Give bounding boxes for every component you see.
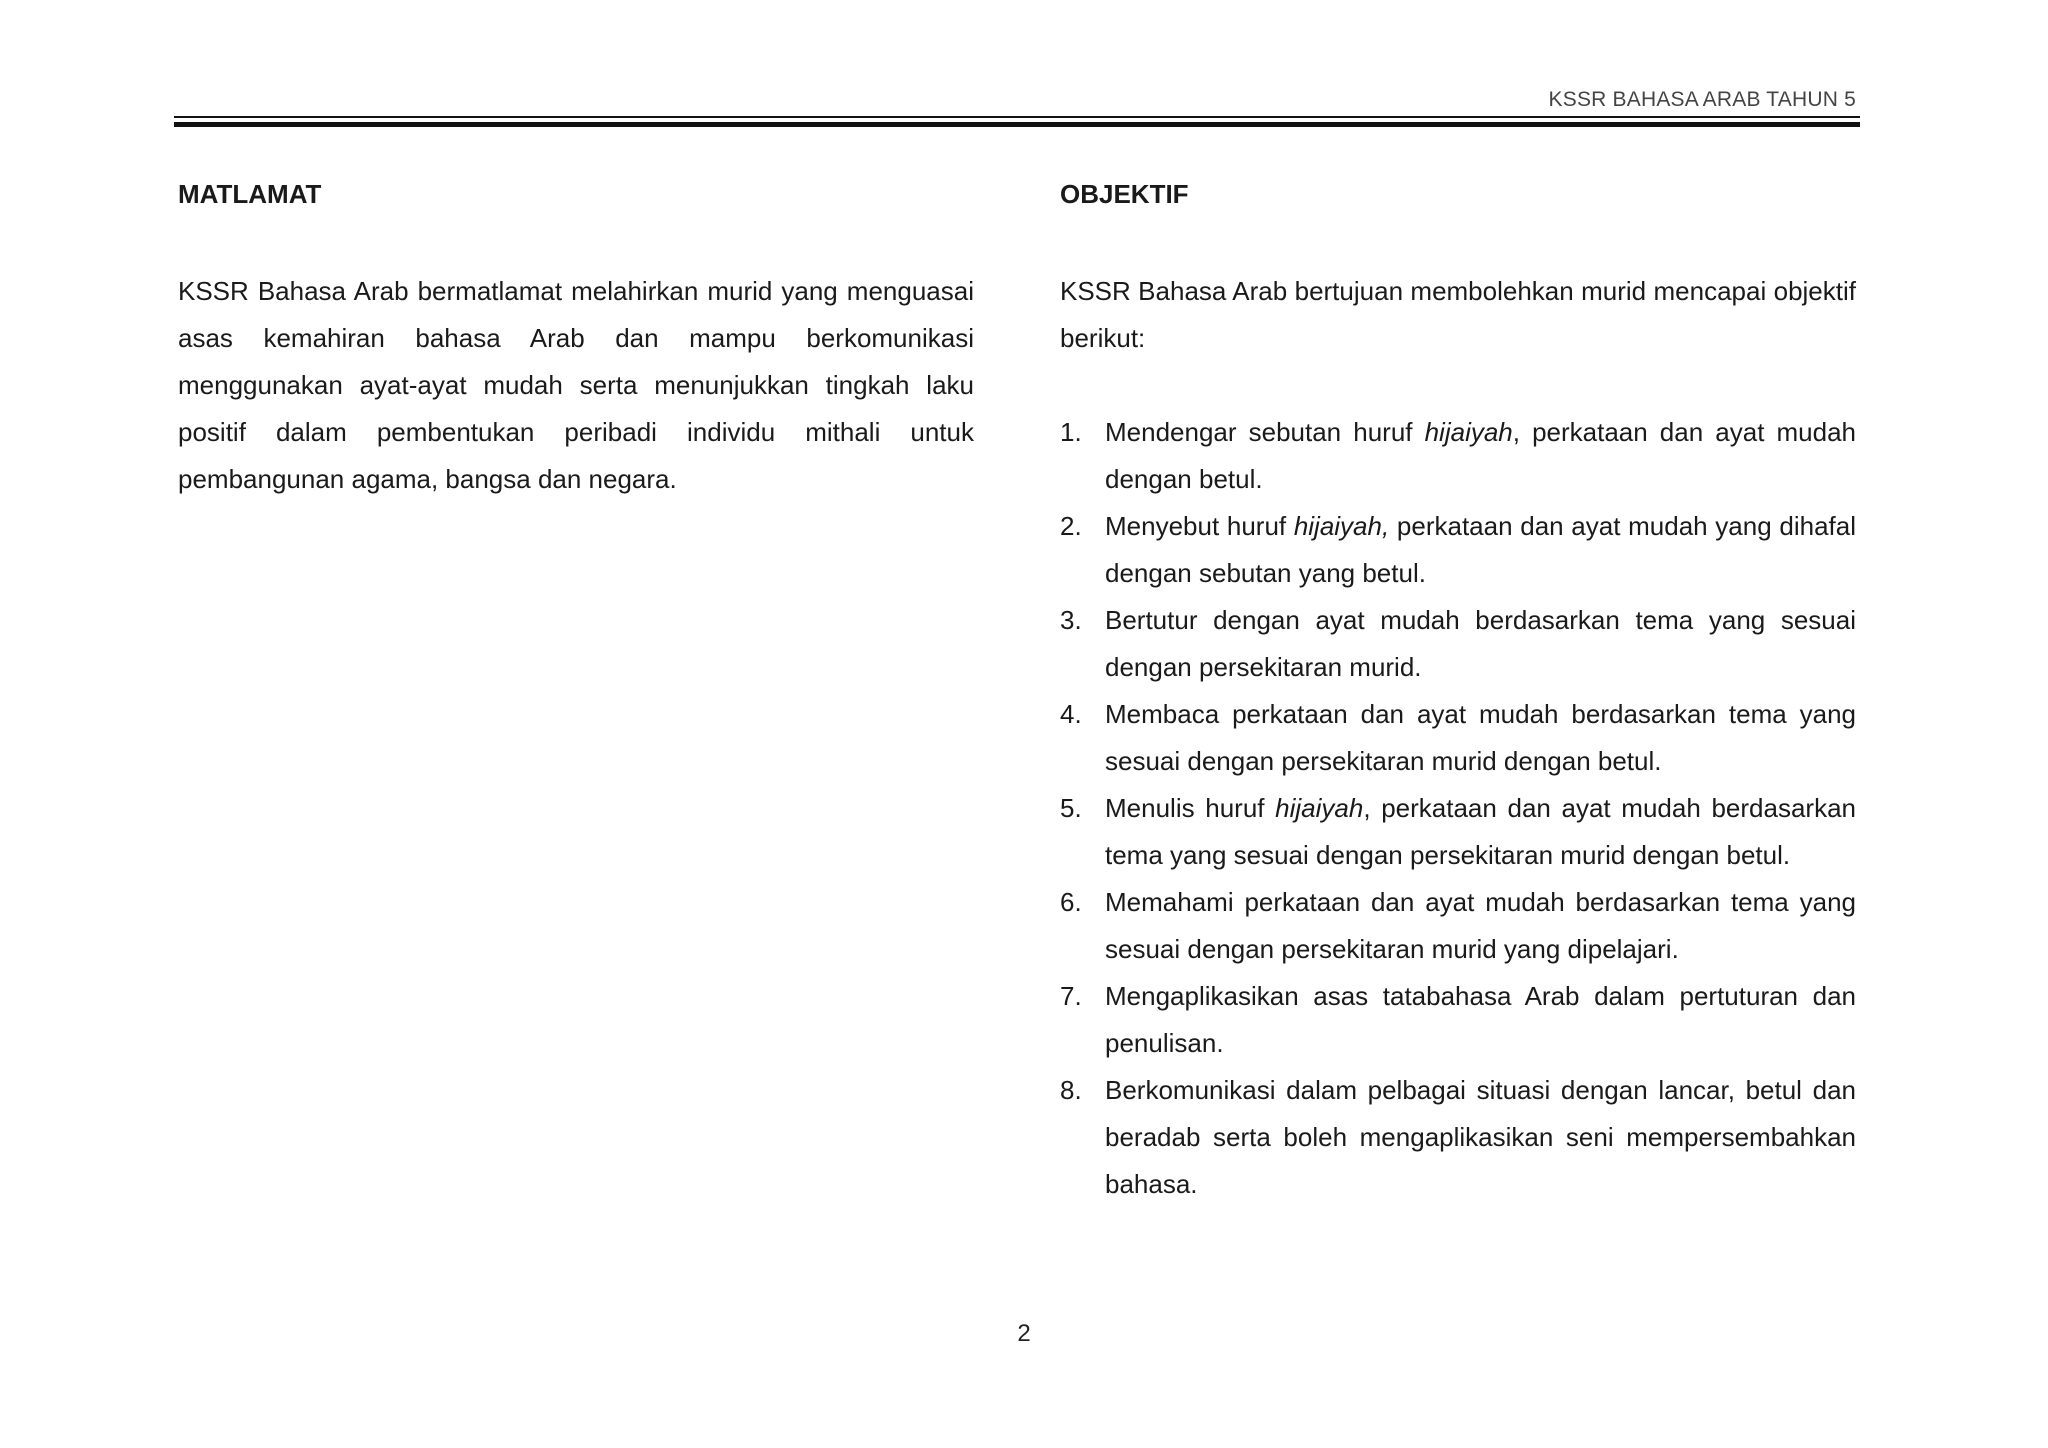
objektif-item [1060,785,1856,879]
objektif-item-text [1105,503,1856,597]
objektif-item-text [1105,1067,1856,1208]
objektif-item-text [1105,409,1856,503]
objektif-item-text [1105,691,1856,785]
objektif-item [1060,409,1856,503]
objektif-item-number: 5. [1060,793,1082,823]
objektif-item-text-part: Membaca perkataan dan ayat mudah berdasarkan tema yang sesuai dengan persekitaran murid dengan betul. [1105,699,1856,776]
objektif-item-text [1105,879,1856,973]
page-number: 2 [1017,1320,1031,1347]
header-double-rule [174,116,1860,127]
objektif-intro: KSSR Bahasa Arab bertujuan membolehkan murid mencapai objektif berikut: [1060,276,1856,353]
objektif-item [1060,1067,1856,1208]
objektif-item-text-part: , perkataan dan ayat mudah berdasarkan tema yang sesuai dengan persekitaran murid dengan betul. [1105,793,1856,870]
objektif-item-text-part: Mengaplikasikan asas tatabahasa Arab dalam pertuturan dan penulisan. [1105,981,1856,1058]
objektif-item-italic: hijaiyah [1424,417,1513,447]
objektif-item [1060,691,1856,785]
objektif-item-text-part: Bertutur dengan ayat mudah berdasarkan tema yang sesuai dengan persekitaran murid. [1105,605,1856,682]
objektif-list [1060,409,1856,1208]
objektif-item-number: 2. [1060,511,1082,541]
objektif-item-text [1105,785,1856,879]
running-header: KSSR BAHASA ARAB TAHUN 5 [1548,88,1856,111]
objektif-item [1060,973,1856,1067]
objektif-item-text-part: , perkataan dan ayat mudah dengan betul. [1105,417,1857,494]
matlamat-paragraph: KSSR Bahasa Arab bermatlamat melahirkan murid yang menguasai asas kemahiran bahasa Arab dan mampu berkomunikasi menggunakan ayat-ayat mudah serta menunjukkan tingkah laku positif dalam pembentukan peribadi individu mithali untuk pembangunan agama, bangsa dan negara. [178,276,974,494]
objektif-item-italic: hijaiyah [1275,793,1364,823]
objektif-item-text-part: Mendengar sebutan huruf [1105,417,1425,447]
objektif-item-number: 4. [1060,699,1082,729]
objektif-item-text [1105,597,1856,691]
objektif-item-text-part: perkataan dan ayat mudah yang dihafal dengan sebutan yang betul. [1105,511,1856,588]
objektif-item [1060,597,1856,691]
objektif-heading: OBJEKTIF [1060,179,1189,209]
matlamat-heading: MATLAMAT [178,179,322,209]
objektif-item-text [1105,973,1856,1067]
objektif-item-number: 8. [1060,1075,1082,1105]
objektif-section [1060,176,1856,1208]
objektif-item [1060,879,1856,973]
objektif-item-text-part: Menulis huruf [1105,793,1276,823]
objektif-item-text-part: Menyebut huruf [1105,511,1294,541]
objektif-item [1060,503,1856,597]
objektif-item-italic: hijaiyah, [1293,511,1390,541]
objektif-item-number: 6. [1060,887,1082,917]
objektif-item-number: 1. [1060,417,1082,447]
objektif-item-text-part: Berkomunikasi dalam pelbagai situasi dengan lancar, betul dan beradab serta boleh mengaplikasikan seni mempersembahkan bahasa. [1105,1075,1856,1199]
objektif-item-text-part: Memahami perkataan dan ayat mudah berdasarkan tema yang sesuai dengan persekitaran murid yang dipelajari. [1105,887,1856,964]
matlamat-section [178,176,974,503]
objektif-item-number: 7. [1060,981,1082,1011]
objektif-item-number: 3. [1060,605,1082,635]
